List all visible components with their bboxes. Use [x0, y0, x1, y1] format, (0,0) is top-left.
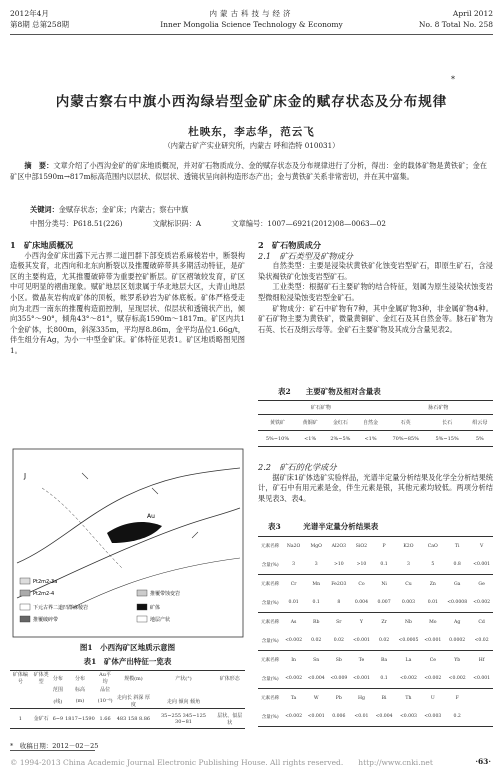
t1-cell: 金矿石 — [33, 716, 49, 722]
article-authors: 杜映东，李志华，范云飞 — [188, 126, 315, 138]
t3-cell: <0.0008 — [447, 600, 468, 606]
t3-cell: Mo — [429, 619, 437, 625]
table-row — [258, 613, 493, 632]
footnote-separator — [10, 750, 95, 751]
t1-cell: 6~9 — [52, 715, 64, 722]
t3-cell: 0.0002 — [449, 638, 466, 644]
t2-mineral: 黄铜矿 — [302, 420, 318, 426]
t3-cell: Y — [359, 619, 363, 625]
copyright-line: © 1994-2013 China Academic Journal Electronic Publishing House. All rights reserved. http://www.cnki.net — [10, 758, 433, 767]
table-row — [258, 708, 493, 727]
t3-cell: F — [455, 695, 459, 701]
t3-cell: 0.02 — [333, 638, 344, 644]
doc-code: 文献标识码：A — [152, 219, 202, 228]
t1-h: 范围 — [52, 687, 63, 693]
t3-cell: Mn — [312, 581, 321, 587]
t3-cell: <0.002 — [424, 676, 442, 682]
legend-item: 推覆带蚀变岩 — [150, 591, 181, 597]
t3-cell: 0.004 — [354, 600, 369, 606]
t3-cell: <0.0005 — [398, 638, 419, 644]
section-1-paragraph: 小西沟金矿床出露下元古界二道凹群下部变质岩系麻棱岩中，断裂构造极其发育，北西向和北东向断裂以及推覆破碎带具多期活动特征，是矿区的主要构造，尤其推覆破碎带为重要控矿断层。矿区褶皱较发育，矿区中可见明显的褶曲现象。赋矿地层区划隶属于华北地层大区，大青山地层小区。微晶灰岩构成矿体的顶板，帐罗系砂岩为矿体底板。矿体严格受走向为北西一南东的推覆构造面控制，呈现层状、似层状和透镜状产出，倾向355°～90°，倾角43°～81°，赋存标高1590m～1817m。矿区内共1个金矿体，长800m，斜深335m，平均厚8.86m，金平均品位1.66g/t，伴生组分有Ag，为小一中型金矿床。矿体特征见表1。矿区地质略图见图1。 — [10, 250, 245, 355]
t3-cell: Ag — [454, 619, 461, 625]
table-2-caption: 表2 主要矿物及相对含量表 — [278, 387, 381, 396]
t1-cell: 层状、似层状 — [217, 712, 243, 726]
t3-cell: 0.2 — [453, 714, 461, 720]
t3-cell: 0.1 — [380, 676, 388, 682]
t3-cell: 含量(%) — [261, 714, 279, 720]
t3-cell: V — [479, 543, 484, 549]
legend-item: Pt2m2-4 — [33, 591, 55, 597]
t3-cell: <0.003 — [424, 714, 442, 720]
t3-cell: <0.001 — [473, 676, 491, 682]
t3-cell: Sn — [313, 657, 320, 663]
abstract — [10, 160, 487, 182]
table-1 — [10, 670, 245, 729]
t3-cell: In — [291, 657, 296, 663]
t2-group: 脉石矿物 — [428, 405, 449, 411]
page-number: ·63· — [475, 757, 491, 766]
table-1-caption: 表1 矿体产出特征一览表 — [83, 657, 172, 666]
t3-cell: <0.001 — [352, 676, 370, 682]
t1-cell: 35~255 345~125 30~81 — [161, 712, 206, 725]
left-column — [10, 240, 245, 357]
t3-cell: Hf — [478, 657, 485, 663]
t3-cell: Ti — [454, 543, 460, 549]
t3-cell: 含量(%) — [261, 676, 279, 682]
t3-cell: <0.002 — [448, 676, 466, 682]
legend-item: 地层产状 — [150, 617, 171, 623]
paragraph: 据矿床1矿体选矿实验样品，光谱半定量分析结果及化学全分析结果统计，矿石中有用元素是金，伴生元素是银，其他元素均较低。两项分析结果见表3、表4。 — [258, 472, 493, 503]
t3-cell: <0.001 — [473, 562, 491, 568]
table-row — [258, 537, 493, 556]
header-issue: 第8期 总第258期 — [10, 20, 69, 29]
t2-value: 5%~10% — [265, 435, 290, 442]
t3-cell: W — [313, 695, 319, 701]
t1-cell: 1817~1590 — [65, 715, 95, 722]
figure-1 — [12, 448, 244, 638]
t2-value: <1% — [364, 435, 377, 442]
geology-map — [12, 448, 244, 638]
table-row — [258, 689, 493, 708]
t1-h: 标高 — [74, 687, 85, 693]
t1-h: 走向长 斜深 厚度 — [116, 695, 151, 708]
t3-cell: Yb — [454, 657, 461, 663]
t3-cell: 0.006 — [332, 714, 346, 720]
t3-cell: Bi — [381, 695, 387, 701]
t2-value: 2%~5% — [330, 435, 351, 442]
author-affiliation: （内蒙古矿产实业研究所，内蒙古 呼和浩特 010031） — [163, 141, 340, 150]
t3-cell: Ni — [381, 581, 387, 587]
t3-cell: Al2O3 — [331, 543, 347, 549]
t3-cell: <0.004 — [307, 676, 325, 682]
legend-item: 矿体 — [150, 605, 161, 611]
right-column-lower — [258, 462, 493, 504]
received-date-footnote: * 收稿日期：2012－02－25 — [10, 742, 99, 750]
t3-cell: La — [405, 657, 412, 663]
t2-mineral: 金红石 — [332, 420, 348, 426]
t3-cell: 3 — [406, 562, 410, 568]
t3-cell: Cd — [478, 619, 485, 625]
legend-item: 推覆破碎带 — [33, 617, 59, 623]
t1-h: 规模(m) — [124, 675, 143, 682]
table-row — [258, 670, 493, 689]
t1-h: (线) — [53, 698, 63, 705]
t3-cell: 0.01 — [288, 600, 299, 606]
t3-cell: <0.01 — [354, 714, 369, 720]
t1-h: 矿体形态 — [219, 675, 240, 682]
table-row — [258, 632, 493, 651]
t3-cell — [470, 708, 493, 727]
t2-mineral: 绢云母 — [472, 420, 488, 426]
t3-cell: Ce — [429, 657, 436, 663]
t3-cell: 3 — [314, 562, 318, 568]
t3-cell: Fe2O3 — [331, 581, 347, 587]
section-2-1-heading: 2.1 矿石类型及矿物成分 — [258, 250, 353, 261]
t1-cell: 1.66 — [99, 715, 111, 722]
t1-h: (10⁻⁶) — [97, 698, 113, 704]
t3-cell: 3 — [292, 562, 296, 568]
table-row — [258, 594, 493, 613]
t3-cell: <0.002 — [473, 600, 491, 606]
t3-cell: Nb — [404, 619, 412, 625]
t3-cell: 0.02 — [311, 638, 322, 644]
t3-cell: 元素名称 — [260, 696, 280, 702]
map-label-au: Au — [147, 513, 155, 520]
keywords-label: 关键词： — [30, 205, 59, 214]
t3-cell: Sb — [335, 657, 342, 663]
t2-mineral: 自然金 — [363, 420, 379, 426]
t3-cell: Zr — [381, 619, 387, 625]
header-date: 2012年4月 — [10, 9, 49, 18]
right-column — [258, 240, 493, 335]
t1-cell: 483 158 8.86 — [116, 715, 151, 722]
t1-cell: 1 — [18, 715, 22, 722]
t2-mineral: 长石 — [442, 420, 453, 426]
t1-h: 矿体编号 — [12, 672, 28, 685]
map-label-j: J — [24, 472, 27, 480]
t3-cell: <0.004 — [375, 714, 393, 720]
table-3-caption: 表3 光谱半定量分析结果表 — [268, 522, 379, 531]
t3-cell: Na2O — [286, 543, 301, 549]
t3-cell: 0.01 — [427, 600, 438, 606]
t3-cell: <0.001 — [424, 638, 442, 644]
article-title: 内蒙古察右中旗小西沟绿岩型金矿床金的赋存状态及分布规律 — [55, 94, 448, 110]
t2-value: 5% — [475, 435, 484, 442]
t3-cell: Ta — [290, 695, 297, 701]
t3-cell: <0.02 — [474, 638, 489, 644]
paragraph: 矿物成分：矿石中矿物有7种，其中金属矿物3种，非金属矿物4种。矿石矿物主要为黄铁矿，微量黄铜矿、金红石及其自然金等。脉石矿物为石英、长石及绢云母等。金矿石主要矿物及其成分含量见表2。 — [258, 303, 493, 334]
table-row — [258, 575, 493, 594]
t3-cell: Cr — [290, 581, 297, 587]
t3-cell: 含量(%) — [261, 600, 279, 606]
t3-cell — [470, 689, 493, 708]
table-3 — [258, 536, 493, 727]
t3-cell: >10 — [333, 562, 344, 568]
clc-number: 中图分类号：P618.51(226) — [30, 219, 123, 228]
section-2-2-heading: 2.2 矿石的化学成分 — [258, 462, 337, 472]
abstract-label: 摘 要： — [24, 161, 54, 170]
table-row — [258, 651, 493, 670]
t2-mineral: 石英 — [400, 420, 411, 426]
t1-h: 分布 — [74, 675, 85, 682]
t3-cell: 0.02 — [378, 638, 390, 644]
t1-h: Au平均 — [99, 672, 112, 685]
paragraph: 工业类型：根据矿石主要矿物的结合特征，划属为原生浸染状蚀变岩型微细粒浸染蚀变岩型金矿石。 — [258, 282, 493, 302]
t3-cell: <0.001 — [352, 638, 370, 644]
t3-cell: Pb — [335, 695, 342, 701]
t3-cell: 5 — [431, 562, 435, 568]
t3-cell: <0.002 — [399, 676, 417, 682]
t2-value: 5%~15% — [435, 435, 459, 442]
t3-cell: Sr — [336, 619, 342, 625]
section-1-heading: 1 矿床地质概况 — [10, 240, 74, 250]
t3-cell: P — [382, 543, 386, 549]
table-row — [10, 709, 245, 729]
t3-cell: <0.009 — [330, 676, 348, 682]
section-2-heading: 2 矿石物质成分 — [258, 240, 322, 250]
journal-name-en: Inner Mongolia Science Technology & Economy — [160, 20, 343, 29]
abstract-text: 文章介绍了小西沟金矿的矿床地质概况，并对矿石物质成分、金的赋存状态及分布规律进行了分析，得出：金的载体矿物是黄铁矿；金在矿区中部1590m→817m标高范围内以层状、似层状、透镜状呈向斜构造形态产出；金与黄铁矿关系非常密切，并在其中富集。 — [10, 161, 487, 181]
paragraph: 自然类型：主要是浸染状黄铁矿化蚀变岩型矿石，即原生矿石，含浸染状褐铁矿化蚀变岩型矿石。 — [258, 261, 493, 281]
article-number: 文章编号：1007—6921(2012)08—0063—02 — [231, 219, 386, 228]
t1-h: 分布 — [52, 675, 63, 682]
figure-1-caption: 图1 小西沟矿区地质示意图 — [79, 643, 176, 652]
running-header — [10, 8, 493, 35]
t3-cell: 0.007 — [377, 600, 391, 606]
t2-group: 矿石矿物 — [310, 405, 331, 411]
t3-cell: Cu — [405, 581, 412, 587]
t3-cell: Ge — [478, 581, 485, 587]
t3-cell: <0.002 — [285, 676, 303, 682]
t3-cell: Ga — [453, 581, 461, 587]
t3-cell: >10 — [356, 562, 367, 568]
header-right — [419, 8, 493, 30]
t3-cell: 元素名称 — [260, 582, 280, 588]
t3-cell: Ba — [381, 657, 388, 663]
t3-cell: Co — [358, 581, 365, 587]
t1-h: 矿体类型 — [33, 672, 49, 685]
t2-mineral: 黄铁矿 — [270, 420, 286, 426]
t3-cell: 0.003 — [401, 600, 416, 606]
t2-value: 70%~85% — [392, 435, 419, 442]
t3-cell: Te — [358, 657, 365, 663]
table-2 — [258, 400, 493, 447]
t3-cell: K2O — [403, 543, 414, 549]
t2-value: <1% — [304, 435, 317, 442]
header-date-en: April 2012 — [452, 9, 493, 18]
legend-item: Pt2m2-3a — [33, 579, 58, 585]
legend-item: 下元古界二道凹群麻棱岩 — [33, 605, 89, 611]
t1-h: 产状(°) — [175, 675, 192, 682]
t1-h: 品位 — [100, 687, 111, 693]
t1-h: (m) — [75, 698, 85, 704]
keywords-text: 金赋存状态；金矿床；内蒙古；察右中旗 — [58, 205, 189, 214]
t3-cell: MgO — [310, 543, 322, 549]
classification-line — [30, 219, 487, 229]
t3-cell: Zn — [429, 581, 436, 587]
journal-name-cn: 内蒙古科技与经济 — [209, 9, 294, 18]
t3-cell: <0.001 — [307, 714, 325, 720]
t3-cell: U — [430, 695, 435, 701]
t3-cell: <0.002 — [285, 638, 303, 644]
t3-cell: 0.1 — [312, 600, 320, 606]
t3-cell: 0.1 — [380, 562, 388, 568]
t3-cell: As — [290, 619, 297, 625]
keywords — [30, 205, 487, 215]
header-issue-en: No. 8 Total No. 258 — [418, 20, 493, 29]
t1-h: 走向 倾向 倾角 — [166, 698, 201, 705]
t3-cell: 元素名称 — [260, 544, 280, 550]
t3-cell: <0.002 — [285, 714, 303, 720]
t3-cell: SiO2 — [355, 543, 368, 549]
table-row — [258, 556, 493, 575]
t3-cell: Hg — [357, 695, 365, 701]
t3-cell: Th — [405, 695, 412, 701]
t3-cell: 元素名称 — [260, 658, 280, 664]
t3-cell: <0.003 — [399, 714, 417, 720]
t3-cell: 8 — [337, 600, 341, 606]
t3-cell: 元素名称 — [260, 620, 280, 626]
t3-cell: 含量(%) — [261, 562, 279, 568]
t3-cell: 0.8 — [453, 562, 461, 568]
title-footnote-mark: * — [451, 75, 455, 84]
t3-cell: 含量(%) — [261, 638, 279, 644]
t3-cell: CaO — [427, 543, 438, 549]
t3-cell: Rb — [313, 619, 320, 625]
